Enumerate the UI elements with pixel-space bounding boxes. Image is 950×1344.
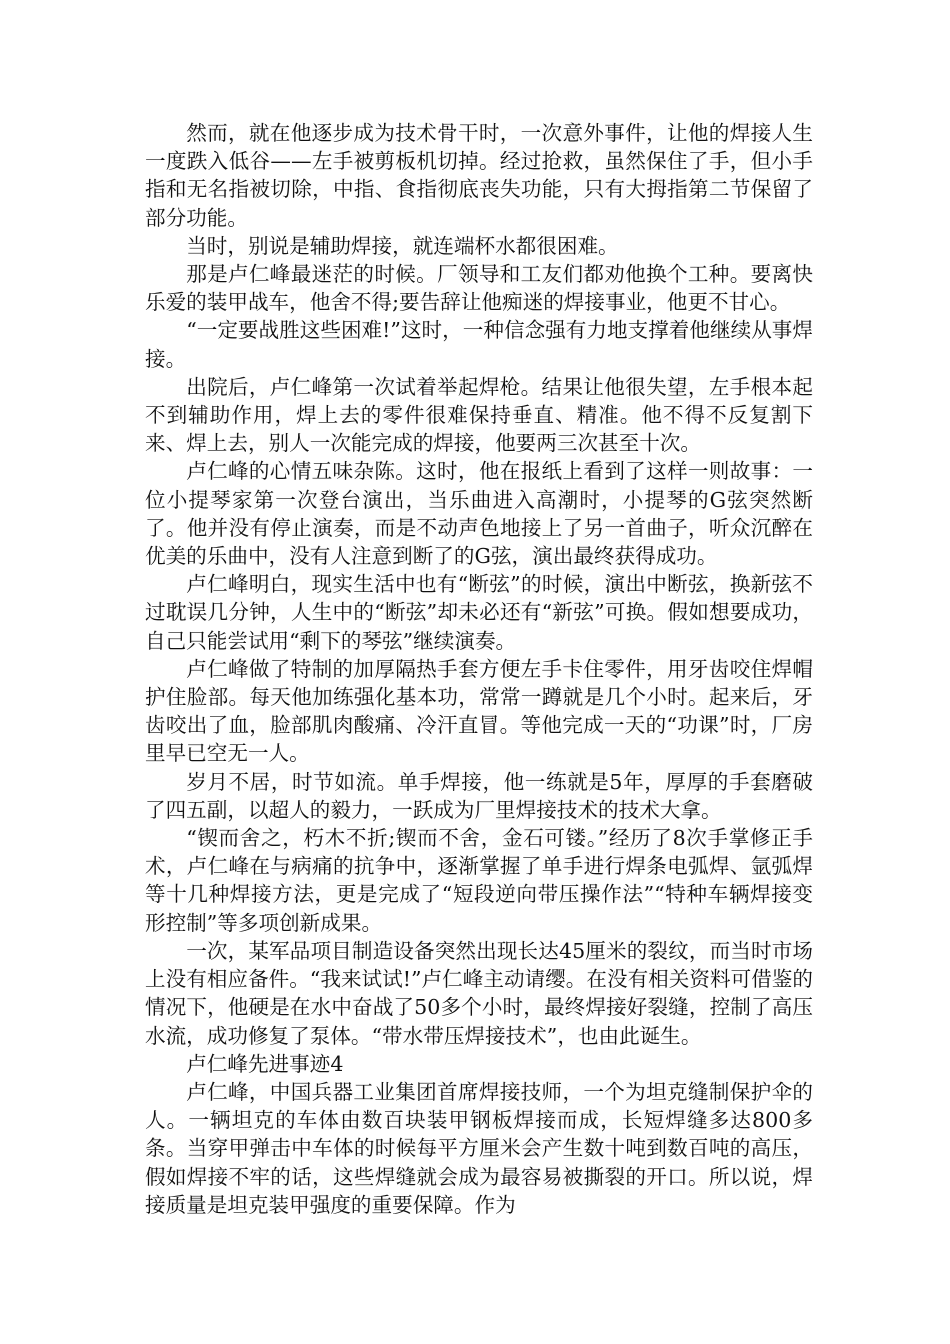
paragraph-five-years: 岁月不居，时节如流。单手焊接，他一练就是5年，厚厚的手套磨破了四五副，以超人的毅力，一跃成为厂里焊接技术的技术大拿。: [145, 769, 813, 822]
paragraph-perseverance: “锲而舍之，朽木不折;锲而不舍，金石可镂。”经历了8次手掌修正手术，卢仁峰在与病痛的抗争中，逐渐掌握了单手进行焊条电弧焊、氩弧焊等十几种焊接方法，更是完成了“短段逆向带压操作法”“特种车辆焊接变形控制”等多项创新成果。: [145, 826, 813, 935]
paragraph-belief: “一定要战胜这些困难!”这时，一种信念强有力地支撑着他继续从事焊接。: [145, 318, 813, 371]
paragraph-accident: 然而，就在他逐步成为技术骨干时，一次意外事件，让他的焊接人生一度跌入低谷——左手被剪板机切掉。经过抢救，虽然保住了手，但小手指和无名指被切除，中指、食指彻底丧失功能，只有大拇指第二节保留了部分功能。: [145, 121, 813, 230]
paragraph-introduction: 卢仁峰，中国兵器工业集团首席焊接技师，一个为坦克缝制保护伞的人。一辆坦克的车体由数百块装甲钢板焊接而成，长短焊缝多达800多条。当穿甲弹击中车体的时候每平方厘米会产生数十吨到数百吨的高压，假如焊接不牢的话，这些焊缝就会成为最容易被撕裂的开口。所以说，焊接质量是坦克装甲强度的重要保障。作为: [145, 1079, 813, 1217]
document-body: [145, 119, 813, 1219]
paragraph-broken-string: 卢仁峰明白，现实生活中也有“断弦”的时候，演出中断弦，换新弦不过耽误几分钟，人生中的“断弦”却未必还有“新弦”可换。假如想要成功，自己只能尝试用“剩下的琴弦”继续演奏。: [145, 572, 813, 653]
paragraph-underwater-welding: 一次，某军品项目制造设备突然出现长达45厘米的裂纹，而当时市场上没有相应备件。“我来试试!”卢仁峰主动请缨。在没有相关资料可借鉴的情况下，他硬是在水中奋战了50多个小时，最终焊接好裂缝，控制了高压水流，成功修复了泵体。“带水带压焊接技术”，也由此诞生。: [145, 938, 813, 1048]
section-heading: 卢仁峰先进事迹4: [186, 1051, 344, 1076]
paragraph-confusion: 那是卢仁峰最迷茫的时候。厂领导和工友们都劝他换个工种。要离快乐爱的装甲战车，他舍不得;要告辞让他痴迷的焊接事业，他更不甘心。: [145, 262, 813, 315]
paragraph-training: 卢仁峰做了特制的加厚隔热手套方便左手卡住零件，用牙齿咬住焊帽护住脸部。每天他加练强化基本功，常常一蹲就是几个小时。起来后，牙齿咬出了血，脸部肌肉酸痛、冷汗直冒。等他完成一天的“功课”时，厂房里早已空无一人。: [145, 656, 813, 766]
paragraph-difficulty: 当时，别说是辅助焊接，就连端杯水都很困难。: [186, 233, 619, 258]
paragraph-violinist-story: 卢仁峰的心情五味杂陈。这时，他在报纸上看到了这样一则故事：一位小提琴家第一次登台演出，当乐曲进入高潮时，小提琴的G弦突然断了。他并没有停止演奏，而是不动声色地接上了另一首曲子，听众沉醉在优美的乐曲中，没有人注意到断了的G弦，演出最终获得成功。: [145, 459, 813, 569]
paragraph-first-attempt: 出院后，卢仁峰第一次试着举起焊枪。结果让他很失望，左手根本起不到辅助作用，焊上去的零件很难保持垂直、精准。他不得不反复割下来、焊上去，别人一次能完成的焊接，他要两三次甚至十次。: [145, 374, 813, 456]
